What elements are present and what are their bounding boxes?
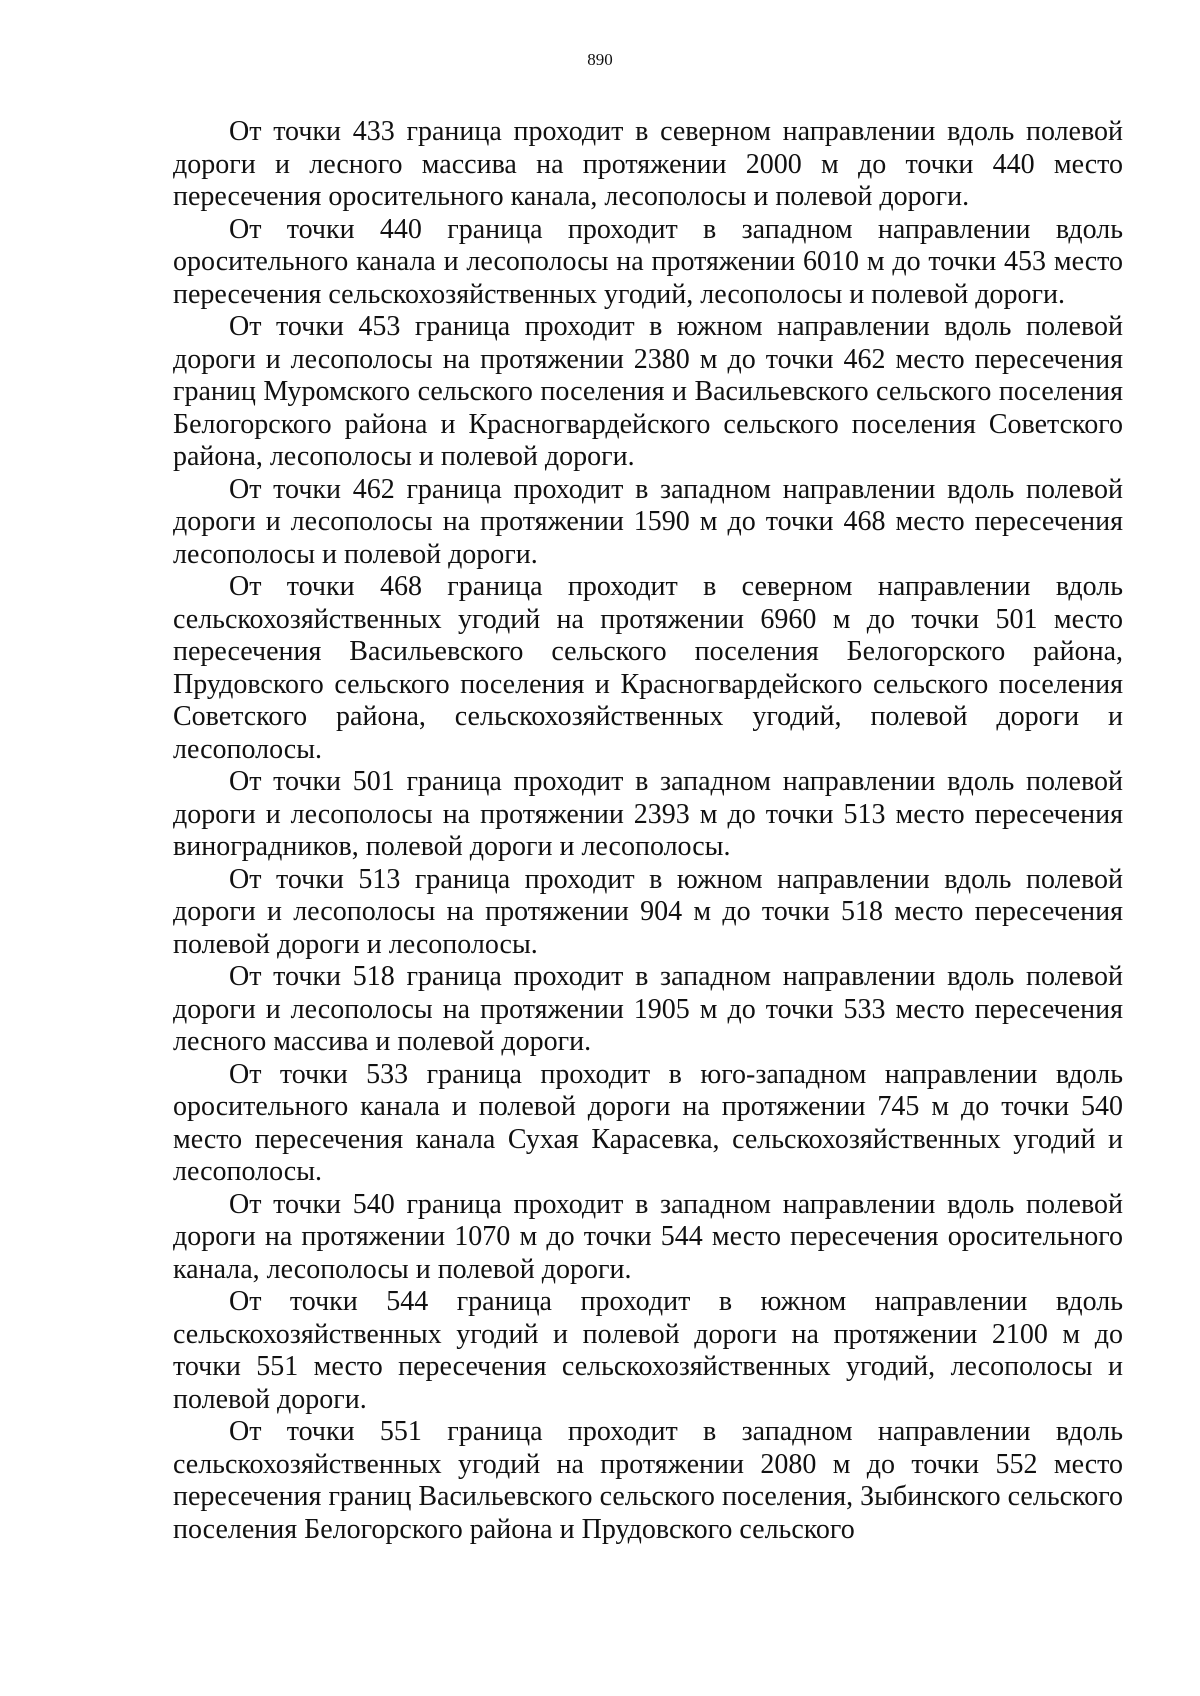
paragraph-point-518: От точки 518 граница проходит в западном направлении вдоль полевой дороги и лесополосы на протяжении 1905 м до точки 533 место пересечения лесного массива и полевой дороги.	[173, 961, 1123, 1057]
paragraph-point-440: От точки 440 граница проходит в западном направлении вдоль оросительного канала и лесополосы на протяжении 6010 м до точки 453 место пересечения сельскохозяйственных угодий, лесополосы и полевой дороги.	[173, 213, 1123, 310]
paragraph-point-468: От точки 468 граница проходит в северном направлении вдоль сельскохозяйственных угодий на протяжении 6960 м до точки 501 место пересечения Васильевского сельского поселения Белогорского района, Прудовского сельского поселения и Красногвардейского сельского поселения Советского района, сельскохозяйственных угодий, полевой дороги и лесополосы.	[173, 571, 1123, 765]
paragraph-point-501: От точки 501 граница проходит в западном направлении вдоль полевой дороги и лесополосы на протяжении 2393 м до точки 513 место пересечения виноградников, полевой дороги и лесополосы.	[173, 766, 1123, 862]
paragraph-point-462: От точки 462 граница проходит в западном направлении вдоль полевой дороги и лесополосы на протяжении 1590 м до точки 468 место пересечения лесополосы и полевой дороги.	[173, 473, 1123, 570]
document-body	[173, 116, 1123, 1546]
paragraph-point-433: От точки 433 граница проходит в северном направлении вдоль полевой дороги и лесного массива на протяжении 2000 м до точки 440 место пересечения оросительного канала, лесополосы и полевой дороги.	[173, 116, 1123, 212]
paragraph-point-544: От точки 544 граница проходит в южном направлении вдоль сельскохозяйственных угодий и полевой дороги на протяжении 2100 м до точки 551 место пересечения сельскохозяйственных угодий, лесополосы и полевой дороги.	[173, 1286, 1123, 1415]
paragraph-point-540: От точки 540 граница проходит в западном направлении вдоль полевой дороги на протяжении 1070 м до точки 544 место пересечения оросительного канала, лесополосы и полевой дороги.	[173, 1188, 1123, 1285]
paragraph-point-453: От точки 453 граница проходит в южном направлении вдоль полевой дороги и лесополосы на протяжении 2380 м до точки 462 место пересечения границ Муромского сельского поселения и Васильевского сельского поселения Белогорского района и Красногвардейского сельского поселения Советского района, лесополосы и полевой дороги.	[173, 311, 1123, 472]
page-number: 890	[587, 50, 613, 69]
paragraph-point-551: От точки 551 граница проходит в западном направлении вдоль сельскохозяйственных угодий на протяжении 2080 м до точки 552 место пересечения границ Васильевского сельского поселения, Зыбинского сельского поселения Белогорского района и Прудовского сельского	[173, 1416, 1123, 1545]
paragraph-point-513: От точки 513 граница проходит в южном направлении вдоль полевой дороги и лесополосы на протяжении 904 м до точки 518 место пересечения полевой дороги и лесополосы.	[173, 863, 1123, 960]
paragraph-point-533: От точки 533 граница проходит в юго-западном направлении вдоль оросительного канала и полевой дороги на протяжении 745 м до точки 540 место пересечения канала Сухая Карасевка, сельскохозяйственных угодий и лесополосы.	[173, 1058, 1123, 1187]
